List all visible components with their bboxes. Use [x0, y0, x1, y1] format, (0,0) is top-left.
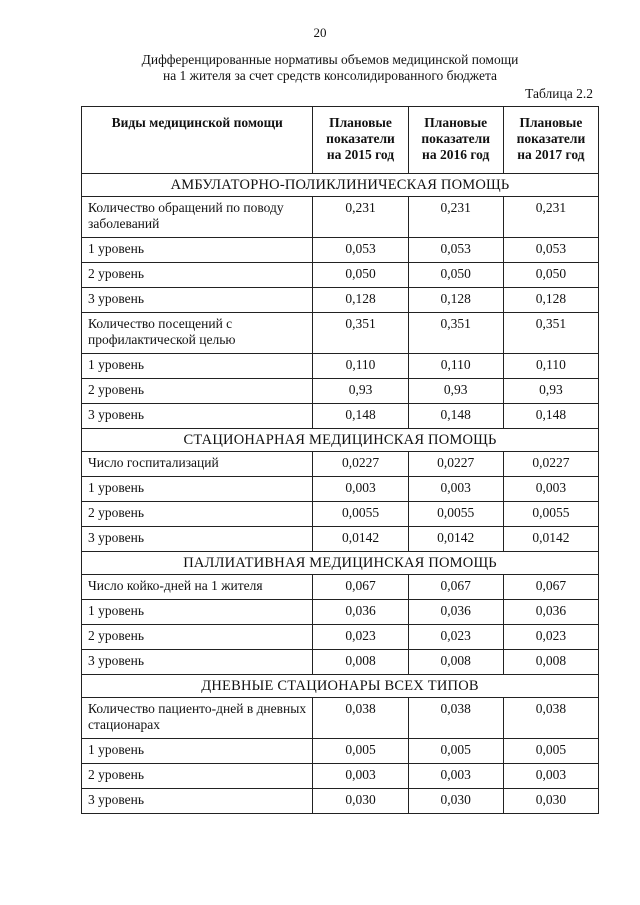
norms-table: [81, 106, 599, 814]
row-label: 2 уровень: [82, 502, 313, 527]
header-2015-line-3: на 2015 год: [326, 147, 395, 162]
document-title: [80, 52, 580, 84]
value-2017: 0,008: [503, 650, 598, 675]
value-2016: 0,050: [408, 263, 503, 288]
value-2015: 0,0227: [313, 452, 408, 477]
value-2015: 0,0142: [313, 527, 408, 552]
table-row: [82, 625, 599, 650]
value-2015: 0,148: [313, 404, 408, 429]
table-row: [82, 379, 599, 404]
value-2017: 0,0142: [503, 527, 598, 552]
value-2017: 0,148: [503, 404, 598, 429]
table-header-row: [82, 107, 599, 174]
row-label: Число госпитализаций: [82, 452, 313, 477]
row-label: 2 уровень: [82, 764, 313, 789]
section-title: ДНЕВНЫЕ СТАЦИОНАРЫ ВСЕХ ТИПОВ: [82, 675, 599, 698]
table-row: [82, 404, 599, 429]
value-2015: 0,050: [313, 263, 408, 288]
row-label: Количество посещений с профилактической целью: [82, 313, 313, 354]
table-row: [82, 477, 599, 502]
value-2017: 0,93: [503, 379, 598, 404]
value-2015: 0,93: [313, 379, 408, 404]
row-label: 3 уровень: [82, 527, 313, 552]
value-2015: 0,003: [313, 764, 408, 789]
value-2016: 0,030: [408, 789, 503, 814]
header-2016: [408, 107, 503, 174]
value-2015: 0,110: [313, 354, 408, 379]
value-2016: 0,93: [408, 379, 503, 404]
value-2017: 0,003: [503, 477, 598, 502]
value-2016: 0,003: [408, 764, 503, 789]
value-2017: 0,231: [503, 197, 598, 238]
value-2015: 0,023: [313, 625, 408, 650]
table-row: [82, 288, 599, 313]
header-2017-line-2: показатели: [516, 131, 586, 146]
table-row: [82, 452, 599, 477]
table-row: [82, 238, 599, 263]
value-2016: 0,148: [408, 404, 503, 429]
value-2015: 0,128: [313, 288, 408, 313]
value-2017: 0,128: [503, 288, 598, 313]
value-2017: 0,0055: [503, 502, 598, 527]
value-2017: 0,023: [503, 625, 598, 650]
header-2015: [313, 107, 408, 174]
table-row: [82, 354, 599, 379]
row-label: Количество обращений по поводу заболеваний: [82, 197, 313, 238]
row-label: Число койко-дней на 1 жителя: [82, 575, 313, 600]
section-title: АМБУЛАТОРНО-ПОЛИКЛИНИЧЕСКАЯ ПОМОЩЬ: [82, 174, 599, 197]
value-2017: 0,003: [503, 764, 598, 789]
header-2017-line-3: на 2017 год: [517, 147, 585, 162]
row-label: 2 уровень: [82, 263, 313, 288]
value-2016: 0,351: [408, 313, 503, 354]
value-2017: 0,110: [503, 354, 598, 379]
title-line-2: на 1 жителя за счет средств консолидированного бюджета: [162, 68, 498, 83]
table-row: [82, 575, 599, 600]
value-2015: 0,036: [313, 600, 408, 625]
value-2016: 0,067: [408, 575, 503, 600]
header-care-type: Виды медицинской помощи: [82, 107, 313, 174]
header-2016-line-3: на 2016 год: [422, 147, 490, 162]
value-2017: 0,030: [503, 789, 598, 814]
table-row: [82, 698, 599, 739]
row-label: 1 уровень: [82, 238, 313, 263]
table-row: [82, 764, 599, 789]
value-2017: 0,351: [503, 313, 598, 354]
row-label: Количество пациенто-дней в дневных стационарах: [82, 698, 313, 739]
value-2016: 0,038: [408, 698, 503, 739]
value-2015: 0,030: [313, 789, 408, 814]
header-2017: [503, 107, 598, 174]
value-2016: 0,005: [408, 739, 503, 764]
row-label: 3 уровень: [82, 404, 313, 429]
section-header-row: [82, 552, 599, 575]
value-2017: 0,005: [503, 739, 598, 764]
table-row: [82, 313, 599, 354]
row-label: 2 уровень: [82, 625, 313, 650]
value-2015: 0,003: [313, 477, 408, 502]
value-2016: 0,0227: [408, 452, 503, 477]
row-label: 1 уровень: [82, 477, 313, 502]
header-2016-line-1: Плановые: [424, 115, 488, 130]
value-2016: 0,0142: [408, 527, 503, 552]
value-2015: 0,0055: [313, 502, 408, 527]
page-number: 20: [313, 25, 327, 40]
row-label: 3 уровень: [82, 650, 313, 675]
value-2016: 0,003: [408, 477, 503, 502]
row-label: 3 уровень: [82, 789, 313, 814]
table-label: Таблица 2.2: [525, 86, 593, 101]
value-2016: 0,231: [408, 197, 503, 238]
table-body: [82, 174, 599, 814]
value-2016: 0,128: [408, 288, 503, 313]
section-title: ПАЛЛИАТИВНАЯ МЕДИЦИНСКАЯ ПОМОЩЬ: [82, 552, 599, 575]
table-row: [82, 600, 599, 625]
value-2017: 0,0227: [503, 452, 598, 477]
value-2016: 0,008: [408, 650, 503, 675]
section-title: СТАЦИОНАРНАЯ МЕДИЦИНСКАЯ ПОМОЩЬ: [82, 429, 599, 452]
value-2017: 0,038: [503, 698, 598, 739]
title-line-1: Дифференцированные нормативы объемов медицинской помощи: [141, 52, 519, 67]
value-2015: 0,038: [313, 698, 408, 739]
table-row: [82, 739, 599, 764]
value-2016: 0,036: [408, 600, 503, 625]
value-2017: 0,036: [503, 600, 598, 625]
value-2015: 0,351: [313, 313, 408, 354]
row-label: 1 уровень: [82, 739, 313, 764]
value-2017: 0,053: [503, 238, 598, 263]
row-label: 1 уровень: [82, 354, 313, 379]
value-2015: 0,005: [313, 739, 408, 764]
header-2017-line-1: Плановые: [519, 115, 583, 130]
section-header-row: [82, 429, 599, 452]
row-label: 3 уровень: [82, 288, 313, 313]
header-2016-line-2: показатели: [421, 131, 491, 146]
value-2017: 0,067: [503, 575, 598, 600]
table-row: [82, 502, 599, 527]
section-header-row: [82, 675, 599, 698]
section-header-row: [82, 174, 599, 197]
table-row: [82, 263, 599, 288]
value-2017: 0,050: [503, 263, 598, 288]
value-2016: 0,023: [408, 625, 503, 650]
value-2015: 0,053: [313, 238, 408, 263]
value-2016: 0,053: [408, 238, 503, 263]
value-2015: 0,231: [313, 197, 408, 238]
header-2015-line-1: Плановые: [329, 115, 392, 130]
value-2016: 0,110: [408, 354, 503, 379]
table-row: [82, 527, 599, 552]
table-row: [82, 789, 599, 814]
value-2016: 0,0055: [408, 502, 503, 527]
table-row: [82, 197, 599, 238]
table-row: [82, 650, 599, 675]
header-2015-line-2: показатели: [326, 131, 395, 146]
value-2015: 0,067: [313, 575, 408, 600]
row-label: 1 уровень: [82, 600, 313, 625]
row-label: 2 уровень: [82, 379, 313, 404]
value-2015: 0,008: [313, 650, 408, 675]
